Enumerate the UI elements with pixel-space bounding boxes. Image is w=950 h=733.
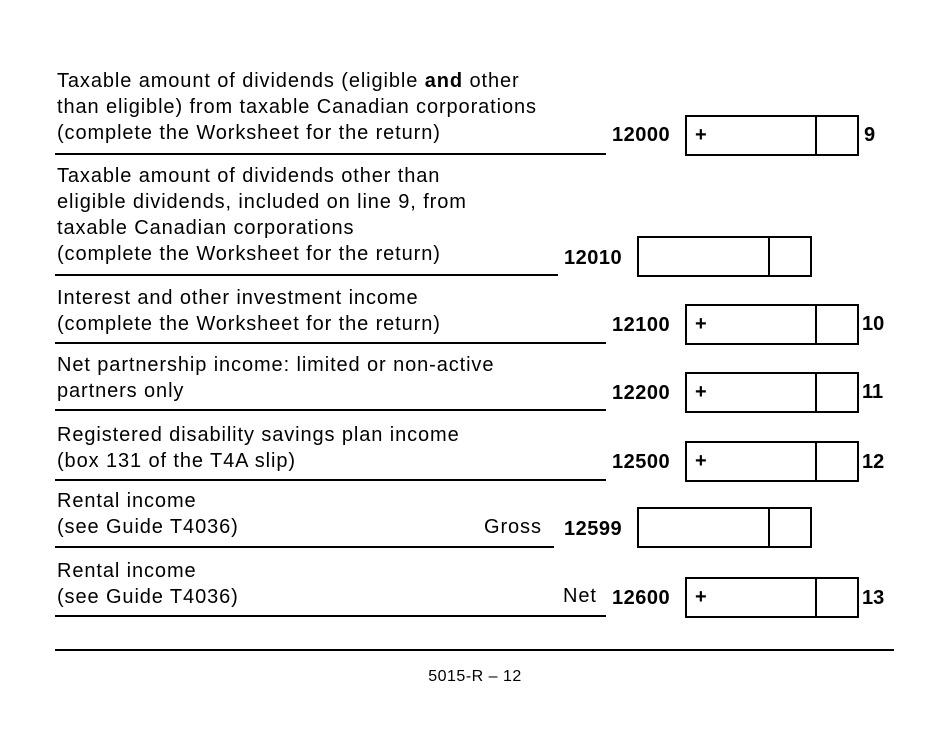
- row-12000-description: Taxable amount of dividends (eligible and other than eligible) from taxable Canadian corporations (complete the Worksheet for the return): [57, 70, 537, 144]
- plus-sign: +: [695, 586, 707, 608]
- line-code-12010: 12010: [564, 247, 623, 269]
- row-12010-description: Taxable amount of dividends other than eligible dividends, included on line 9, from taxable Canadian corporations (complete the Worksheet for the return): [57, 165, 467, 265]
- cents-field-12200[interactable]: [815, 374, 817, 411]
- line-code-12000: 12000: [612, 124, 671, 146]
- plus-sign: +: [695, 313, 707, 335]
- amount-field-12600[interactable]: [685, 577, 859, 618]
- cents-field-12100[interactable]: [815, 306, 817, 343]
- plus-sign: +: [695, 381, 707, 403]
- line-number-12: 12: [862, 451, 885, 473]
- plus-sign: +: [695, 124, 707, 146]
- cents-field-12010[interactable]: [768, 238, 770, 275]
- amount-field-12100[interactable]: [685, 304, 859, 345]
- line-number-11: 11: [862, 381, 884, 403]
- line-code-12599: 12599: [564, 518, 623, 540]
- net-label: Net: [563, 585, 597, 607]
- row-12200-description: Net partnership income: limited or non-active partners only: [57, 354, 495, 402]
- plus-sign: +: [695, 450, 707, 472]
- row-12500-description: Registered disability savings plan income (box 131 of the T4A slip): [57, 424, 460, 472]
- line-code-12200: 12200: [612, 382, 671, 404]
- row-12599-description: Rental income (see Guide T4036): [57, 490, 239, 538]
- cents-field-12500[interactable]: [815, 443, 817, 480]
- line-code-12500: 12500: [612, 451, 671, 473]
- cents-field-12599[interactable]: [768, 509, 770, 546]
- line-code-12100: 12100: [612, 314, 671, 336]
- line-number-9: 9: [864, 124, 876, 146]
- row-12100-description: Interest and other investment income (complete the Worksheet for the return): [57, 287, 441, 335]
- row-12000-rule: [55, 153, 606, 155]
- amount-field-12000[interactable]: [685, 115, 859, 156]
- line-number-13: 13: [862, 587, 885, 609]
- line-number-10: 10: [862, 313, 885, 335]
- amount-field-12010[interactable]: [637, 236, 812, 277]
- amount-field-12500[interactable]: [685, 441, 859, 482]
- page-footer: 5015-R – 12: [428, 668, 522, 685]
- amount-field-12599[interactable]: [637, 507, 812, 548]
- footer-rule: [55, 649, 894, 651]
- gross-label: Gross: [484, 516, 542, 538]
- amount-field-12200[interactable]: [685, 372, 859, 413]
- row-12200-rule: [55, 409, 606, 411]
- row-12600-description: Rental income (see Guide T4036): [57, 560, 239, 608]
- row-12100-rule: [55, 342, 606, 344]
- row-12500-rule: [55, 479, 606, 481]
- cents-field-12600[interactable]: [815, 579, 817, 616]
- line-code-12600: 12600: [612, 587, 671, 609]
- row-12010-rule: [55, 274, 558, 276]
- cents-field-12000[interactable]: [815, 117, 817, 154]
- row-12600-rule: [55, 615, 606, 617]
- row-12599-rule: [55, 546, 554, 548]
